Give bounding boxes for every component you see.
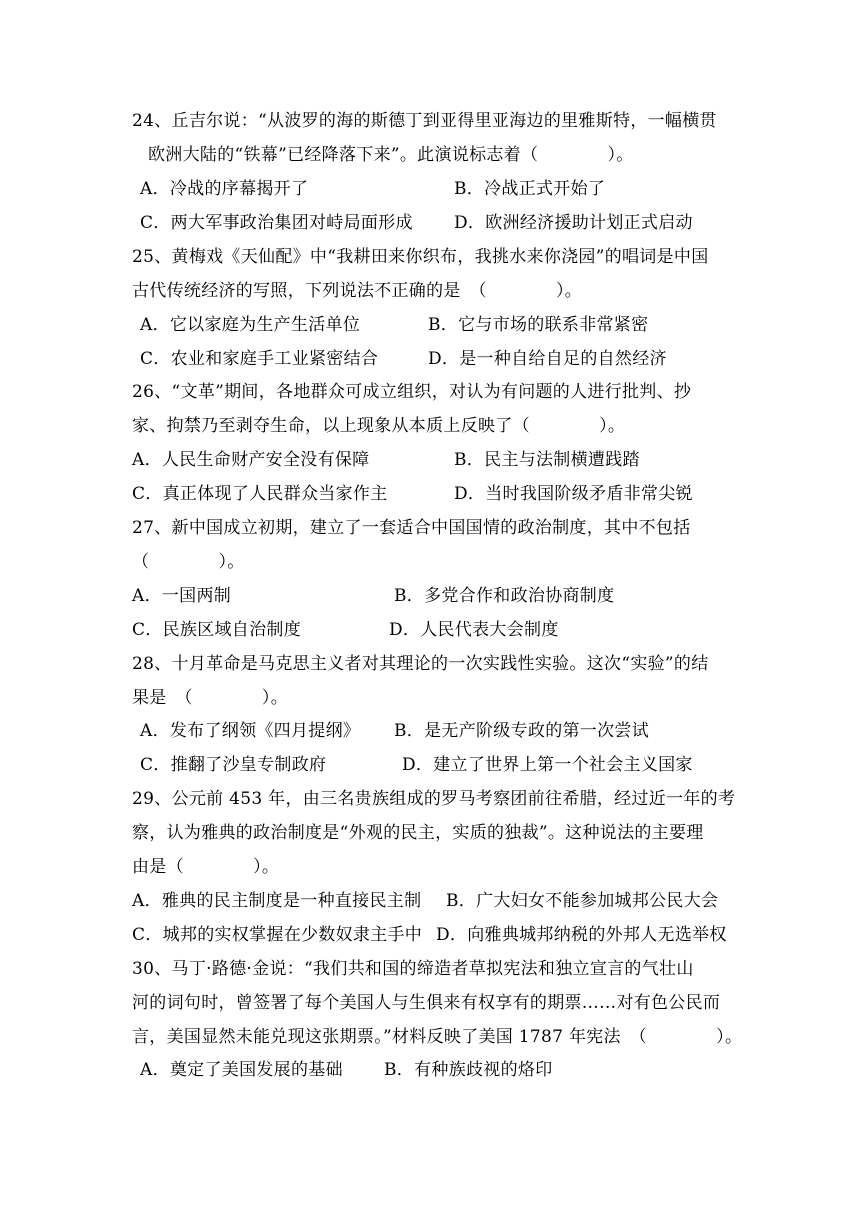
question-25-option-a: A．它以家庭为生产生活单位 (140, 315, 361, 335)
question-27-option-d: D．人民代表大会制度 (389, 620, 559, 640)
question-29-option-a: A．雅典的民主制度是一种直接民主制 (132, 891, 422, 911)
question-25-stem-line-2: 古代传统经济的写照，下列说法不正确的是 （ ）。 (132, 281, 583, 301)
question-24-stem-line-1: 24、丘吉尔说：“从波罗的海的斯德丁到亚得里亚海边的里雅斯特，一幅横贯 (132, 111, 717, 131)
question-30-stem-line-3: 言，美国显然未能兑现这张期票。”材料反映了美国 1787 年宪法 （ ）。 (132, 1027, 743, 1047)
question-30-option-b: B．有种族歧视的烙印 (384, 1060, 553, 1080)
question-27-stem-line-2: （ ）。 (132, 552, 245, 572)
question-27-option-b: B．多党合作和政治协商制度 (394, 586, 615, 606)
question-25-option-d: D．是一种自给自足的自然经济 (428, 349, 667, 369)
question-29-stem-line-3: 由是（ ）。 (132, 857, 280, 877)
question-26-option-a: A．人民生命财产安全没有保障 (132, 450, 370, 470)
question-27-stem-line-1: 27、新中国成立初期，建立了一套适合中国国情的政治制度，其中不包括 (132, 518, 691, 538)
question-28-stem-line-1: 28、十月革命是马克思主义者对其理论的一次实践性实验。这次“实验”的结 (132, 654, 709, 674)
question-26-option-d: D．当时我国阶级矛盾非常尖锐 (454, 484, 693, 504)
question-28-option-a: A．发布了纲领《四月提纲》 (140, 721, 361, 741)
question-25-option-b: B．它与市场的联系非常紧密 (428, 315, 649, 335)
question-24-stem-line-2: 欧洲大陆的“铁幕”已经降落下来”。此演说标志着（ ）。 (148, 145, 634, 165)
question-24-option-b: B．冷战正式开始了 (454, 179, 606, 199)
question-26-option-b: B．民主与法制横遭践踏 (454, 450, 640, 470)
question-28-stem-line-2: 果是 （ ）。 (132, 688, 288, 708)
question-26-stem-line-1: 26、“文革”期间，各地群众可成立组织，对认为有问题的人进行批判、抄 (132, 382, 692, 402)
question-29-option-b: B．广大妇女不能参加城邦公民大会 (446, 891, 719, 911)
question-30-stem-line-1: 30、马丁·路德·金说：“我们共和国的缔造者草拟宪法和独立宣言的气壮山 (132, 959, 694, 979)
question-27-option-a: A．一国两制 (132, 586, 232, 606)
question-30-option-a: A．奠定了美国发展的基础 (140, 1060, 343, 1080)
question-24-option-c: C．两大军事政治集团对峙局面形成 (140, 213, 413, 233)
question-25-stem-line-1: 25、黄梅戏《天仙配》中“我耕田来你织布，我挑水来你浇园”的唱词是中国 (132, 247, 709, 267)
question-26-stem-line-2: 家、拘禁乃至剥夺生命，以上现象从本质上反映了（ ）。 (132, 416, 626, 436)
question-26-option-c: C．真正体现了人民群众当家作主 (132, 484, 388, 504)
question-27-option-c: C．民族区域自治制度 (132, 620, 302, 640)
question-28-option-c: C．推翻了沙皇专制政府 (140, 755, 327, 775)
question-30-stem-line-2: 河的词句时，曾签署了每个美国人与生俱来有权享有的期票……对有色公民而 (132, 993, 721, 1013)
question-29-option-c: C．城邦的实权掌握在少数奴隶主手中 (132, 925, 423, 945)
question-28-option-d: D．建立了世界上第一个社会主义国家 (402, 755, 693, 775)
question-24-option-d: D．欧洲经济援助计划正式启动 (454, 213, 693, 233)
question-29-stem-line-1: 29、公元前 453 年，由三名贵族组成的罗马考察团前往希腊，经过近一年的考 (132, 789, 736, 809)
question-28-option-b: B．是无产阶级专政的第一次尝试 (394, 721, 649, 741)
question-25-option-c: C．农业和家庭手工业紧密结合 (140, 349, 379, 369)
question-29-option-d: D．向雅典城邦纳税的外邦人无选举权 (436, 925, 727, 945)
question-24-option-a: A．冷战的序幕揭开了 (140, 179, 309, 199)
question-29-stem-line-2: 察，认为雅典的政治制度是“外观的民主，实质的独裁”。这种说法的主要理 (132, 823, 704, 843)
